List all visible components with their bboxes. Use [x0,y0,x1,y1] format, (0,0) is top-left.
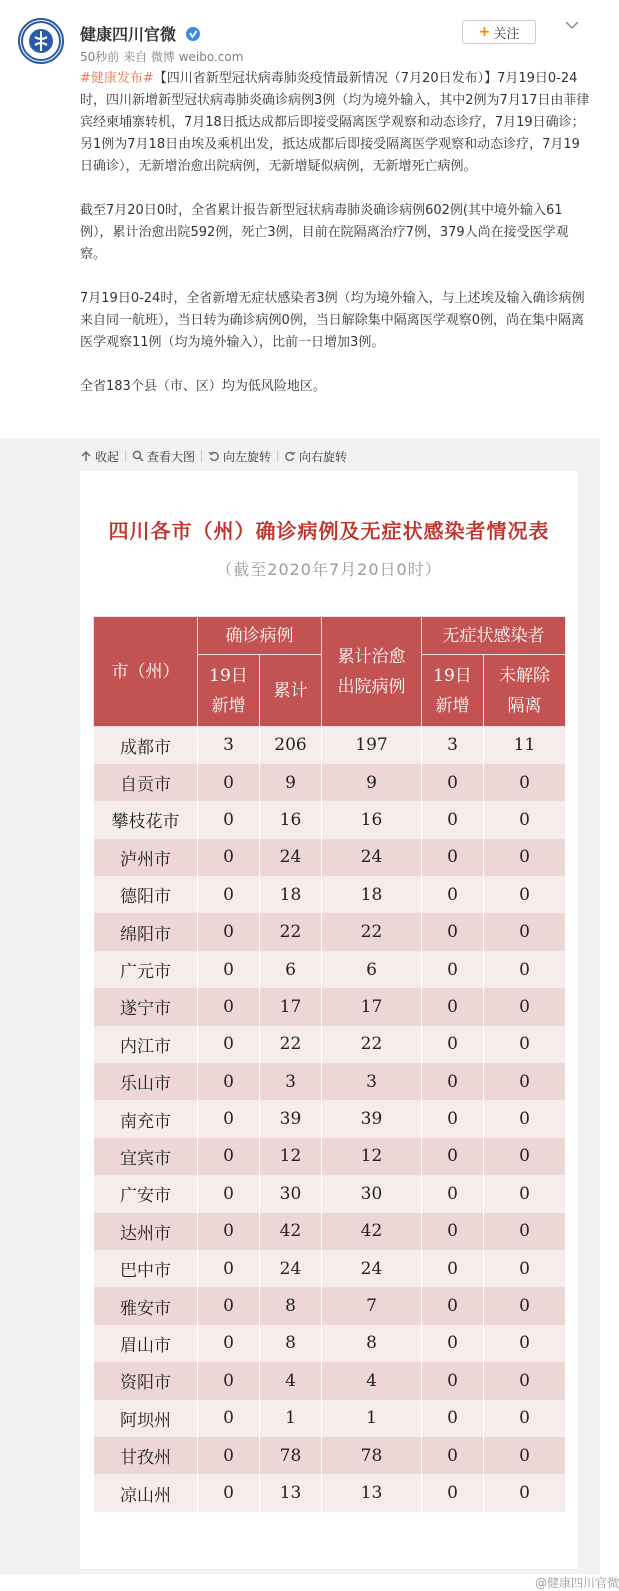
cell-asym-new: 0 [422,1250,484,1287]
cell-cured: 6 [322,951,422,988]
cell-asym-isolation: 11 [484,727,566,764]
cell-cured: 8 [322,1325,422,1362]
cell-asym-new: 0 [422,1138,484,1175]
cell-total: 206 [260,727,322,764]
table-row [94,1063,566,1100]
cell-city: 内江市 [94,1026,198,1063]
table-row [94,913,566,950]
cell-new: 0 [198,1362,260,1399]
cell-new: 0 [198,913,260,950]
cell-asym-new: 0 [422,1100,484,1137]
cell-asym-new: 0 [422,951,484,988]
post-paragraph-2: 截至7月20日0时，全省累计报告新型冠状病毒肺炎确诊病例602例(其中境外输入61例），累计治愈出院592例，死亡3例，目前在院隔离治疗7例，379人尚在接受医学观察。 [80,203,569,262]
cell-cured: 22 [322,1026,422,1063]
cell-new: 0 [198,1250,260,1287]
table-row [94,764,566,801]
cell-asym-isolation: 0 [484,1026,566,1063]
cell-city: 达州市 [94,1213,198,1250]
cell-new: 0 [198,1213,260,1250]
cell-asym-isolation: 0 [484,951,566,988]
cell-city: 眉山市 [94,1325,198,1362]
cell-asym-new: 0 [422,1175,484,1212]
cell-new: 0 [198,1100,260,1137]
table-row [94,1213,566,1250]
cell-cured: 4 [322,1362,422,1399]
hashtag-link[interactable]: #健康发布# [80,71,154,86]
collapse-icon [80,450,92,462]
cell-total: 4 [260,1362,322,1399]
divider [277,450,278,462]
header-asym-new-19 [422,655,484,727]
table-row [94,1026,566,1063]
cell-total: 3 [260,1063,322,1100]
table-row [94,988,566,1025]
cell-new: 0 [198,1474,260,1511]
cell-total: 8 [260,1325,322,1362]
view-large-button[interactable] [132,448,195,465]
cell-cured: 78 [322,1437,422,1474]
post-text-1: 【四川省新型冠状病毒肺炎疫情最新情况（7月20日发布）】7月19日0-24时，四川新增新型冠状病毒肺炎确诊病例3例（均为境外输入，其中2例为7月17日由菲律宾经柬埔寨转机，7月18日抵达成都后即接受隔离医学观察和动态诊疗，7月19日确诊；另1例为7月18日由埃及乘机出发，抵达成都后即接受隔离医学观察和动态诊疗，7月19日确诊），无新增治愈出院病例，无新增疑似病例，无新增死亡病例。 [80,71,590,174]
table-row [94,1287,566,1324]
cell-city: 凉山州 [94,1474,198,1511]
cell-new: 0 [198,1437,260,1474]
cell-new: 0 [198,876,260,913]
header-total: 累计 [260,655,322,727]
cell-cured: 197 [322,727,422,764]
cell-city: 广元市 [94,951,198,988]
avatar[interactable] [18,18,64,64]
table-row [94,1474,566,1511]
city-cases-table [93,616,566,1512]
cell-cured: 3 [322,1063,422,1100]
follow-label: 关注 [493,26,520,42]
cell-city: 遂宁市 [94,988,198,1025]
cell-asym-new: 0 [422,764,484,801]
cell-new: 0 [198,801,260,838]
table-row [94,1100,566,1137]
chevron-down-icon[interactable] [563,16,581,34]
cell-asym-new: 0 [422,1063,484,1100]
follow-button[interactable] [462,20,536,44]
header-cured [322,617,422,727]
header-new-19-text: 19日新增 [209,665,248,716]
cell-asym-new: 0 [422,1026,484,1063]
header-new-19 [198,655,260,727]
cell-cured: 18 [322,876,422,913]
table-row [94,1250,566,1287]
cell-asym-isolation: 0 [484,1400,566,1437]
table-row [94,1437,566,1474]
cell-asym-isolation: 0 [484,1213,566,1250]
cell-new: 0 [198,988,260,1025]
cell-asym-new: 0 [422,1437,484,1474]
cell-asym-new: 0 [422,913,484,950]
cell-new: 0 [198,839,260,876]
cell-city: 阿坝州 [94,1400,198,1437]
cell-total: 8 [260,1287,322,1324]
cell-asym-new: 0 [422,801,484,838]
cell-new: 3 [198,727,260,764]
post-paragraph-3: 7月19日0-24时，全省新增无症状感染者3例（均为境外输入，与上述埃及输入确诊病例来自同一航班），当日转为确诊病例0例，当日解除集中隔离医学观察0例，尚在集中隔离医学观察11例（均为境外输入），比前一日增加3例。 [80,291,585,350]
header-cured-text: 累计治愈出院病例 [337,646,406,697]
cell-city: 宜宾市 [94,1138,198,1175]
cell-cured: 13 [322,1474,422,1511]
cell-asym-isolation: 0 [484,1437,566,1474]
cell-asym-new: 0 [422,839,484,876]
cell-cured: 9 [322,764,422,801]
post-paragraph-4: 全省183个县（市、区）均为低风险地区。 [80,379,326,394]
cell-asym-new: 0 [422,988,484,1025]
cell-asym-isolation: 0 [484,876,566,913]
collapse-button[interactable] [80,448,119,465]
magnify-icon [132,450,144,462]
header-asym-new-19-text: 19日新增 [433,665,472,716]
cell-cured: 17 [322,988,422,1025]
cell-cured: 7 [322,1287,422,1324]
table-row [94,1175,566,1212]
cell-asym-isolation: 0 [484,1138,566,1175]
cell-total: 24 [260,1250,322,1287]
cell-cured: 12 [322,1138,422,1175]
cell-cured: 42 [322,1213,422,1250]
cell-total: 18 [260,876,322,913]
cell-new: 0 [198,951,260,988]
cell-total: 9 [260,764,322,801]
view-large-label: 查看大图 [147,449,196,464]
cell-total: 17 [260,988,322,1025]
post-meta: 50秒前 来自 微博 weibo.com [80,50,244,64]
cell-cured: 22 [322,913,422,950]
cell-asym-isolation: 0 [484,1325,566,1362]
cell-cured: 16 [322,801,422,838]
table-row [94,727,566,764]
cell-asym-isolation: 0 [484,1175,566,1212]
divider [201,450,202,462]
cell-city: 甘孜州 [94,1437,198,1474]
cell-city: 泸州市 [94,839,198,876]
cell-city: 攀枝花市 [94,801,198,838]
media-panel [0,438,619,1590]
cell-new: 0 [198,1325,260,1362]
rotate-left-icon [208,450,220,462]
cell-total: 13 [260,1474,322,1511]
cell-city: 雅安市 [94,1287,198,1324]
table-row [94,951,566,988]
cell-asym-new: 0 [422,1362,484,1399]
cell-asym-isolation: 0 [484,1100,566,1137]
cell-city: 南充市 [94,1100,198,1137]
account-name-text[interactable]: 健康四川官微 [80,25,177,44]
account-name[interactable] [80,22,200,45]
cell-new: 0 [198,1175,260,1212]
header-confirmed: 确诊病例 [198,617,322,655]
cell-asym-new: 0 [422,1213,484,1250]
post-image[interactable] [80,471,619,1590]
cell-total: 6 [260,951,322,988]
image-toolbar [80,446,347,466]
cell-city: 德阳市 [94,876,198,913]
cell-total: 42 [260,1213,322,1250]
cell-city: 绵阳市 [94,913,198,950]
cell-asym-new: 0 [422,1287,484,1324]
cell-new: 0 [198,1063,260,1100]
post-header [0,0,600,68]
post-body [80,68,592,398]
table-title: 四川各市（州）确诊病例及无症状感染者情况表 [108,519,550,543]
rotate-right-icon [284,450,296,462]
cell-city: 成都市 [94,727,198,764]
table-subtitle: （截至2020年7月20日0时） [216,560,442,579]
rotate-right-button[interactable] [284,448,347,465]
cell-asym-isolation: 0 [484,801,566,838]
cell-new: 0 [198,1287,260,1324]
cell-cured: 1 [322,1400,422,1437]
cell-city: 自贡市 [94,764,198,801]
cell-asym-isolation: 0 [484,1474,566,1511]
cell-asym-new: 0 [422,1474,484,1511]
collapse-label: 收起 [95,449,120,464]
cell-new: 0 [198,1400,260,1437]
cell-total: 22 [260,913,322,950]
cell-total: 1 [260,1400,322,1437]
rotate-left-button[interactable] [208,448,271,465]
table-row [94,1362,566,1399]
cell-asym-new: 0 [422,876,484,913]
cell-city: 乐山市 [94,1063,198,1100]
cell-total: 78 [260,1437,322,1474]
cell-cured: 39 [322,1100,422,1137]
cell-asym-isolation: 0 [484,913,566,950]
table-row [94,876,566,913]
header-city: 市（州） [94,617,198,727]
cell-total: 22 [260,1026,322,1063]
cell-asym-isolation: 0 [484,1287,566,1324]
header-not-released [484,655,566,727]
cell-asym-isolation: 0 [484,839,566,876]
cell-city: 巴中市 [94,1250,198,1287]
cell-asym-isolation: 0 [484,988,566,1025]
cell-asym-new: 3 [422,727,484,764]
header-asymptomatic: 无症状感染者 [422,617,566,655]
cell-asym-new: 0 [422,1400,484,1437]
cell-city: 资阳市 [94,1362,198,1399]
table-row [94,1325,566,1362]
cell-asym-isolation: 0 [484,1250,566,1287]
cell-cured: 24 [322,839,422,876]
table-row [94,801,566,838]
cell-asym-isolation: 0 [484,1362,566,1399]
cell-total: 24 [260,839,322,876]
header-not-released-text: 未解除隔离 [499,665,550,716]
post-paragraph-1 [80,68,592,178]
table-row [94,1138,566,1175]
cell-asym-isolation: 0 [484,764,566,801]
table-row [94,839,566,876]
cell-cured: 30 [322,1175,422,1212]
verified-icon [186,27,200,41]
cell-total: 12 [260,1138,322,1175]
cell-asym-isolation: 0 [484,1063,566,1100]
cell-new: 0 [198,1138,260,1175]
cell-new: 0 [198,764,260,801]
cell-cured: 24 [322,1250,422,1287]
rotate-right-label: 向右旋转 [299,449,348,464]
table-row [94,1400,566,1437]
cell-city: 广安市 [94,1175,198,1212]
cell-asym-new: 0 [422,1325,484,1362]
cell-total: 16 [260,801,322,838]
cell-total: 30 [260,1175,322,1212]
rotate-left-label: 向左旋转 [223,449,272,464]
plus-icon: + [478,24,491,40]
divider [125,450,126,462]
table-body [94,727,566,1512]
cell-new: 0 [198,1026,260,1063]
watermark: @健康四川官微 [535,1576,619,1590]
cell-total: 39 [260,1100,322,1137]
